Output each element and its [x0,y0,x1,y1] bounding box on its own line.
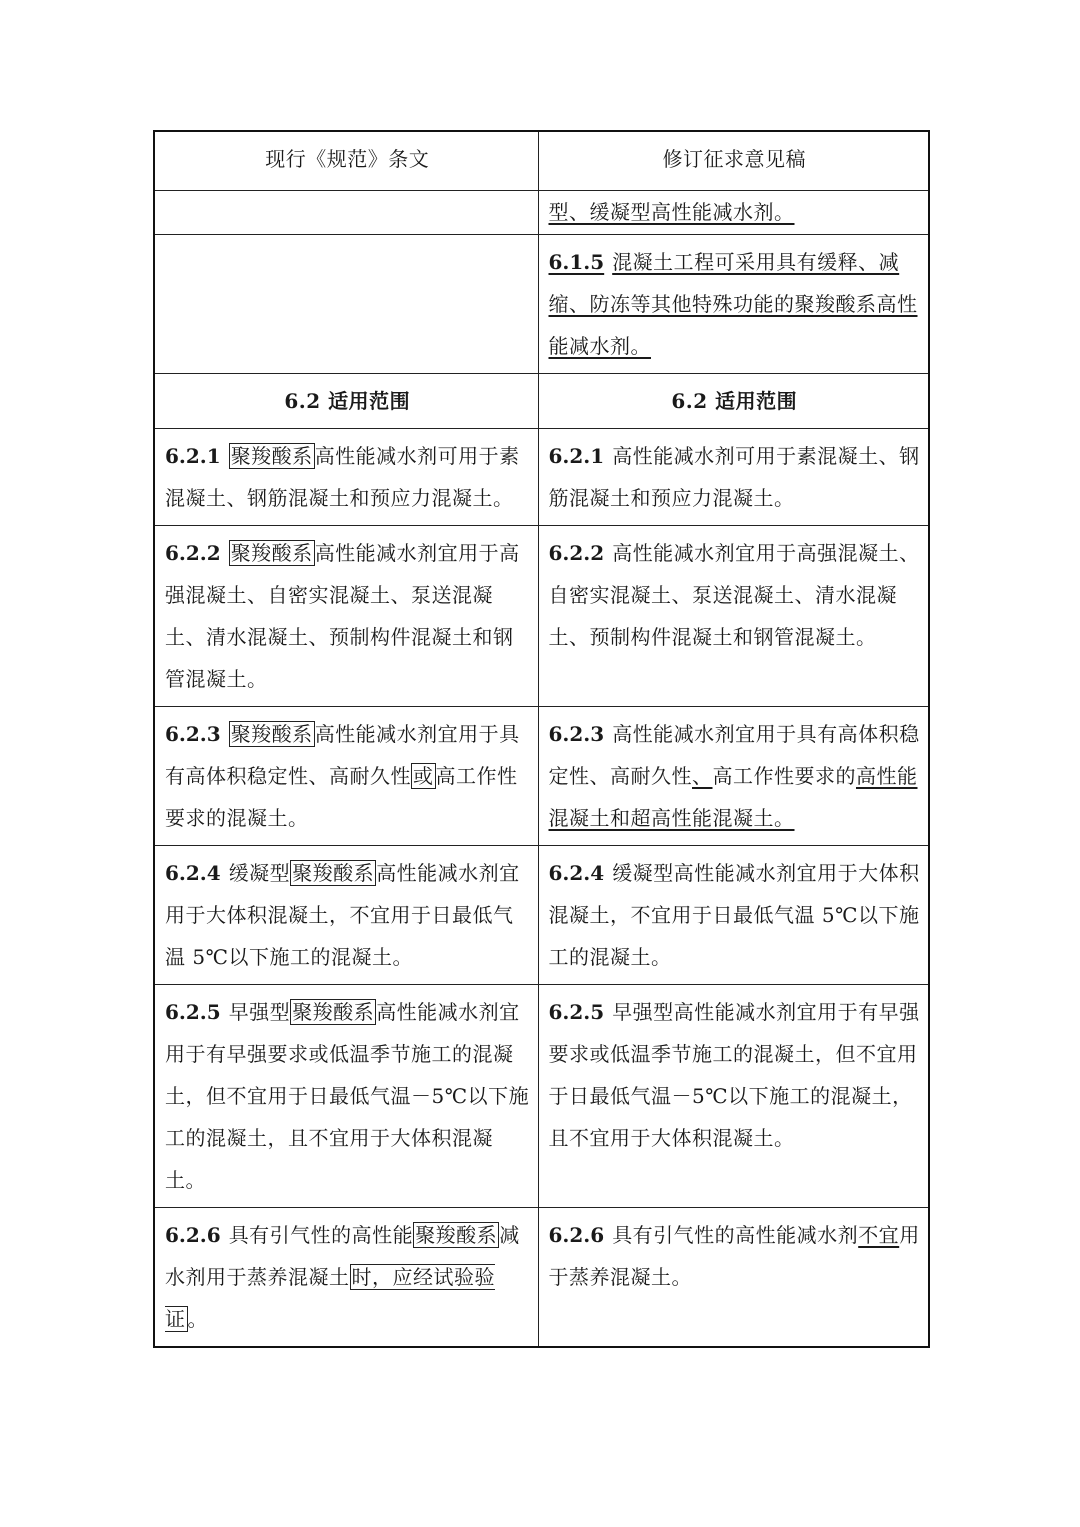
clause-6-2-6-revised [538,1208,929,1348]
clause-number: 6.2.1 [548,444,605,468]
clause-number: 6.2.6 [165,1223,221,1247]
clause-text: 高工作性要求的 [712,764,856,788]
clause-text: 早强型高性能减水剂宜用于有早强要求或低温季节施工的混凝土，但不宜用于日最低气温－5℃以下施工的混凝土，且不宜用于大体积混凝土。 [548,1000,920,1150]
highlight-box: 聚羧酸系 [230,541,313,565]
continued-text: 型、缓凝型高性能减水剂。 [548,200,795,224]
section-title-current: 6.2 适用范围 [154,374,538,429]
clause-text: 高性能减水剂宜用于高强混凝土、自密实混凝土、泵送混凝土、清水混凝土、预制构件混凝土和钢管混凝土。 [165,541,520,691]
clause-text: 混凝土工程可采用具有缓释、减缩、防冻等其他特殊功能的聚羧酸系高性能减水剂。 [548,250,918,358]
clause-6-2-2-revised [538,526,929,707]
highlight-box: 时，应经试验验证 [165,1265,495,1331]
highlight-box: 聚羧酸系 [230,722,313,746]
clause-6-2-1-current [154,429,538,526]
clause-6-2-3-revised [538,707,929,846]
header-current-clause: 现行《规范》条文 [154,131,538,191]
header-revised-draft: 修订征求意见稿 [538,131,929,191]
table-row [154,429,929,526]
clause-6-2-6-current [154,1208,538,1348]
inserted-text: 高性能混凝土和超高性能混凝土。 [548,764,918,830]
inserted-text: 、 [692,764,713,788]
clause-text: 高性能减水剂宜用于有早强要求或低温季节施工的混凝土，但不宜用于日最低气温－5℃以下施工的混凝土，且不宜用于大体积混凝土。 [165,1000,530,1192]
section-title-revised: 6.2 适用范围 [538,374,929,429]
clause-number: 6.2.4 [165,861,221,885]
clause-6-2-1-revised [538,429,929,526]
table-row [154,235,929,374]
clause-number: 6.2.3 [548,722,605,746]
clause-text: 高性能减水剂可用于素混凝土、钢筋混凝土和预应力混凝土。 [165,444,520,510]
clause-number: 6.1.5 [548,250,605,274]
highlight-box: 聚羧酸系 [230,444,313,468]
clause-text: 缓凝型高性能减水剂宜用于大体积混凝土，不宜用于日最低气温 5℃以下施工的混凝土。 [548,861,920,969]
clause-text: 高性能减水剂可用于素混凝土、钢筋混凝土和预应力混凝土。 [548,444,920,510]
table-row [154,846,929,985]
clause-text: 高性能减水剂宜用于具有高体积稳定性、高耐久性 [165,722,520,788]
clause-text: 减水剂用于蒸养混凝土 [165,1223,520,1289]
clause-6-1-5-revised [538,235,929,374]
highlight-box: 或 [413,764,434,788]
section-row [154,374,929,429]
clause-text: 高性能减水剂宜用于具有高体积稳定性、高耐久性 [548,722,920,788]
clause-text: 具有引气性的高性能减水剂 [612,1223,859,1247]
clause-text: 高性能减水剂宜用于高强混凝土、自密实混凝土、泵送混凝土、清水混凝土、预制构件混凝土和钢管混凝土。 [548,541,920,649]
clause-number: 6.2.1 [165,444,221,468]
clause-number: 6.2.6 [548,1223,605,1247]
clause-6-2-4-current [154,846,538,985]
clause-6-2-5-current [154,985,538,1208]
highlight-box: 聚羧酸系 [292,861,375,885]
table-row [154,985,929,1208]
inserted-text: 不宜 [858,1223,900,1247]
table-row [154,191,929,235]
clause-number: 6.2.2 [165,541,221,565]
clause-6-2-2-current [154,526,538,707]
clause-6-2-3-current [154,707,538,846]
highlight-box: 聚羧酸系 [415,1223,498,1247]
highlight-box: 聚羧酸系 [292,1000,375,1024]
clause-number: 6.2.5 [165,1000,221,1024]
continued-cell [538,191,929,235]
clause-number: 6.2.3 [165,722,221,746]
table-row [154,1208,929,1348]
clause-text: 缓凝型 [228,861,291,885]
clause-text: 用于蒸养混凝土。 [548,1223,920,1289]
clause-text: 具有引气性的高性能 [228,1223,414,1247]
clause-6-2-5-revised [538,985,929,1208]
clause-text: 高性能减水剂宜用于大体积混凝土，不宜用于日最低气温 5℃以下施工的混凝土。 [165,861,520,969]
empty-cell [154,235,538,374]
clause-number: 6.2.5 [548,1000,605,1024]
clause-number: 6.2.2 [548,541,605,565]
clause-text-end: 高工作性要求的混凝土。 [165,764,518,830]
clause-text: 早强型 [228,1000,291,1024]
clause-text-end: 。 [187,1307,208,1331]
table-row [154,707,929,846]
header-row [154,131,929,191]
empty-cell [154,191,538,235]
comparison-table [153,130,930,1348]
clause-6-2-4-revised [538,846,929,985]
clause-number: 6.2.4 [548,861,605,885]
table-row [154,526,929,707]
